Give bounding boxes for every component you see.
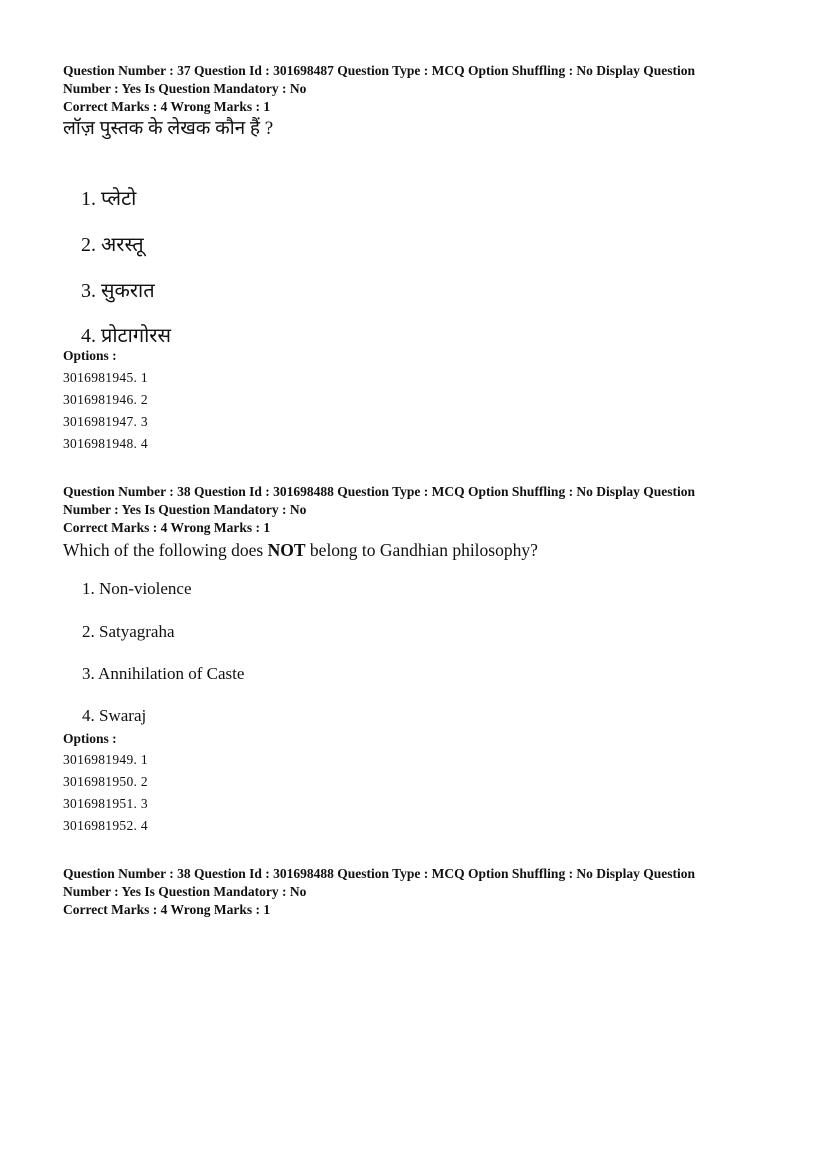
question-text: [63, 539, 763, 561]
meta-line: Correct Marks : 4 Wrong Marks : 1: [63, 902, 271, 917]
option-id: 3016981950. 2: [63, 774, 148, 789]
choice-item: 2. Satyagraha: [82, 622, 175, 641]
option-id: 3016981948. 4: [63, 436, 148, 451]
question-text-part: Which of the following does: [63, 540, 268, 560]
choice-item: 4. प्रोटागोरस: [81, 325, 171, 347]
question-block-38-continued: [63, 865, 763, 919]
choice-item: 3. Annihilation of Caste: [82, 664, 245, 683]
option-id: 3016981945. 1: [63, 370, 148, 385]
question-block-37: [63, 62, 763, 140]
question-meta: [63, 62, 763, 116]
question-text-part: belong to Gandhian philosophy?: [305, 540, 538, 560]
option-id: 3016981951. 3: [63, 796, 148, 811]
question-text: लॉज़ पुस्तक के लेखक कौन हैं ?: [63, 118, 274, 139]
options-label: Options :: [63, 731, 117, 746]
option-id: 3016981952. 4: [63, 818, 148, 833]
question-meta: [63, 483, 763, 537]
meta-line: Correct Marks : 4 Wrong Marks : 1: [63, 520, 271, 535]
choice-item: 4. Swaraj: [82, 706, 147, 725]
meta-line: Number : Yes Is Question Mandatory : No: [63, 884, 307, 899]
choice-item: 3. सुकरात: [81, 280, 155, 302]
choice-item: 1. Non-violence: [82, 579, 192, 598]
options-label: Options :: [63, 348, 117, 363]
option-id: 3016981947. 3: [63, 414, 148, 429]
option-id: 3016981949. 1: [63, 752, 148, 767]
question-meta: [63, 865, 763, 919]
choice-item: 2. अरस्तू: [81, 234, 144, 256]
question-block-38: [63, 483, 763, 561]
meta-line: Number : Yes Is Question Mandatory : No: [63, 502, 307, 517]
meta-line: Correct Marks : 4 Wrong Marks : 1: [63, 99, 271, 114]
meta-line: Question Number : 37 Question Id : 301698487 Question Type : MCQ Option Shuffling : No Display Question: [63, 63, 695, 78]
question-text-emphasis: NOT: [267, 540, 306, 560]
meta-line: Number : Yes Is Question Mandatory : No: [63, 81, 307, 96]
option-id: 3016981946. 2: [63, 392, 148, 407]
meta-line: Question Number : 38 Question Id : 301698488 Question Type : MCQ Option Shuffling : No Display Question: [63, 866, 695, 881]
choice-item: 1. प्लेटो: [81, 188, 137, 210]
meta-line: Question Number : 38 Question Id : 301698488 Question Type : MCQ Option Shuffling : No Display Question: [63, 484, 695, 499]
